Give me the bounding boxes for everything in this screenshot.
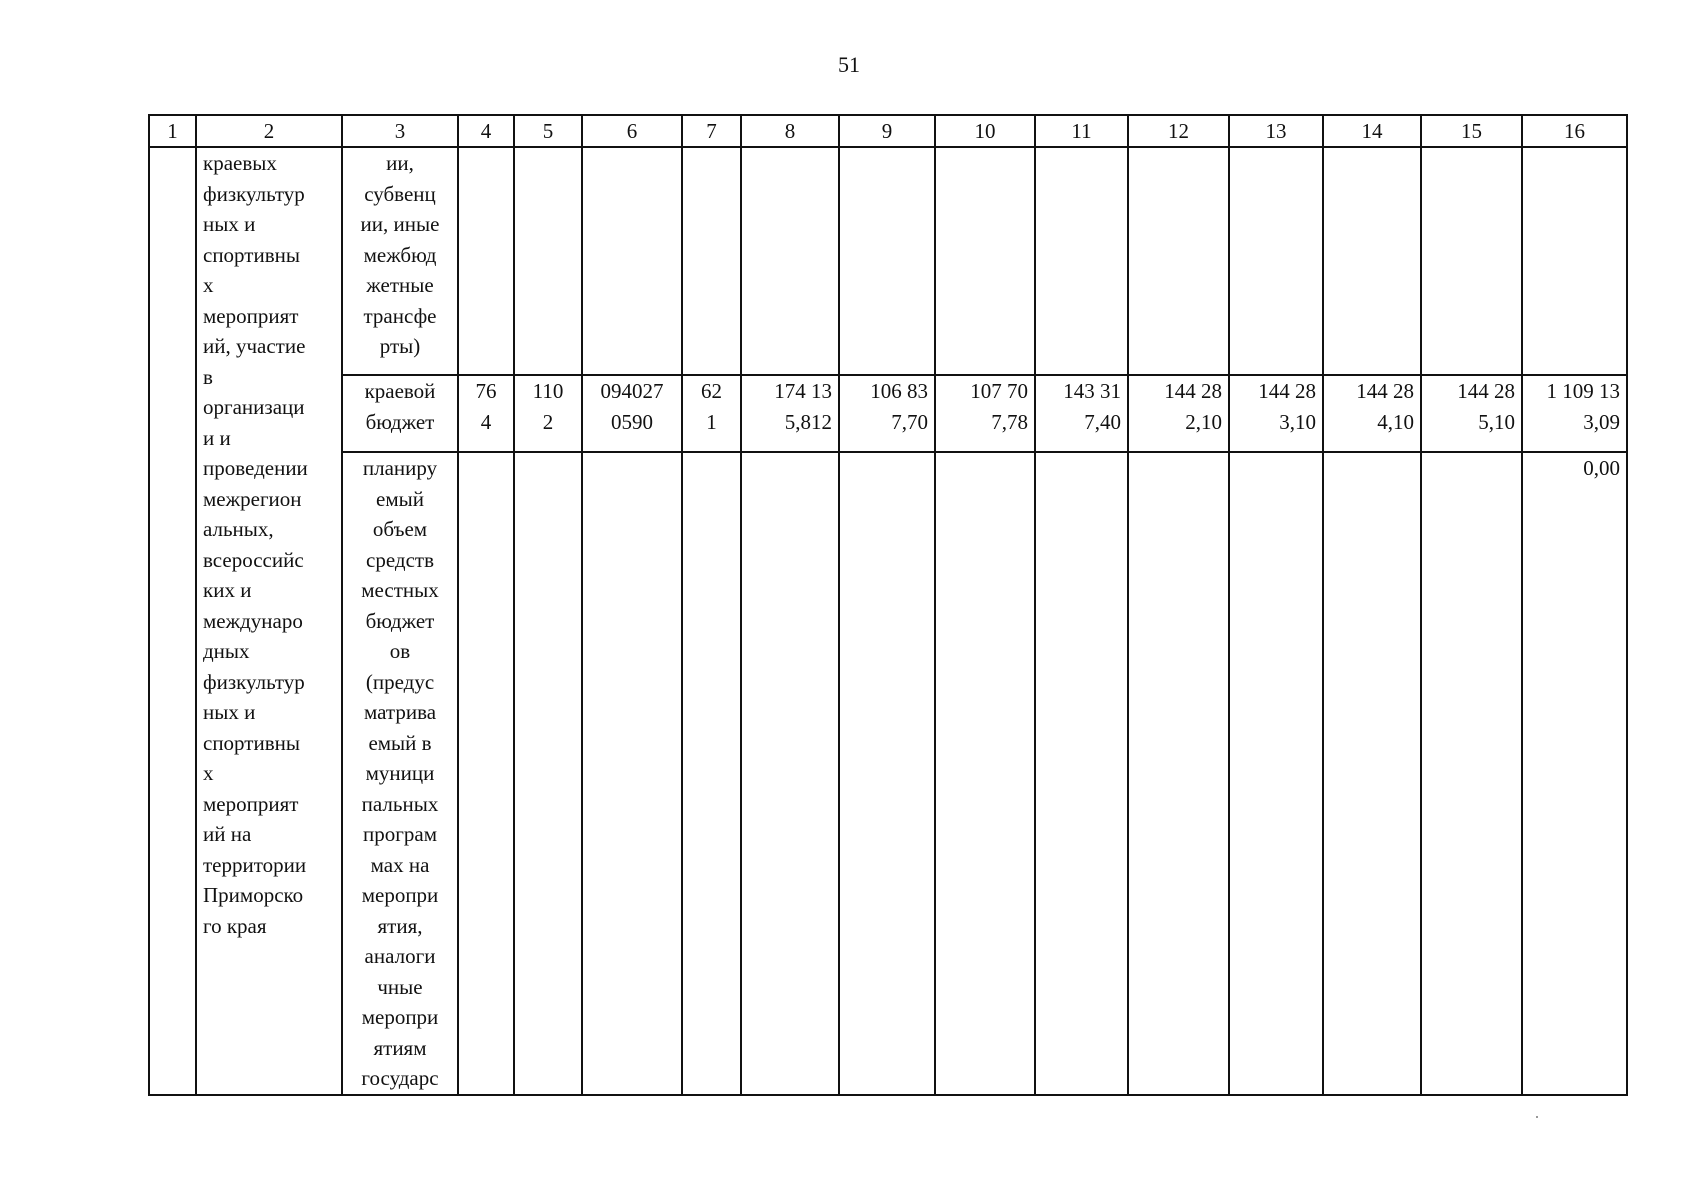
- text-line: краевых: [203, 151, 277, 175]
- text-line: програм: [363, 822, 437, 846]
- empty-cell: [1421, 147, 1522, 375]
- text-line: всероссийс: [203, 547, 304, 572]
- empty-cell: [582, 452, 682, 1095]
- text-line: мероприят: [203, 303, 299, 328]
- text-line: 094027: [600, 379, 664, 403]
- empty-cell: [1035, 452, 1128, 1095]
- text-line: мах на: [370, 852, 430, 877]
- source-cell: [342, 147, 458, 375]
- column-header: 8: [741, 115, 839, 147]
- value-cell: [1522, 375, 1627, 452]
- text-line: 144 28: [1457, 379, 1515, 403]
- value-cell: [1128, 375, 1229, 452]
- text-line: мероприят: [203, 791, 299, 816]
- text-line: межбюд: [363, 242, 437, 267]
- empty-cell: [741, 452, 839, 1095]
- value-cell: [1229, 375, 1323, 452]
- budget-table: [148, 114, 1628, 1096]
- text-line: 2,10: [1185, 409, 1222, 434]
- scan-mark: [1536, 1116, 1538, 1118]
- empty-cell: [1128, 147, 1229, 375]
- text-line: 7,78: [991, 409, 1028, 434]
- text-line: межрегион: [203, 486, 302, 511]
- text-line: в: [203, 364, 213, 389]
- empty-cell: [682, 452, 741, 1095]
- column-header: 16: [1522, 115, 1627, 147]
- text-line: 174 13: [774, 379, 832, 403]
- text-line: чные: [377, 974, 423, 999]
- text-line: 3,10: [1279, 409, 1316, 434]
- text-line: 7,70: [891, 409, 928, 434]
- text-line: бюджет: [365, 608, 435, 633]
- empty-cell: [582, 147, 682, 375]
- empty-cell: [935, 452, 1035, 1095]
- text-line: ов: [389, 639, 411, 663]
- text-line: междунаро: [203, 608, 303, 633]
- value-cell: [458, 375, 514, 452]
- value-cell: [935, 375, 1035, 452]
- column-header: 3: [342, 115, 458, 147]
- empty-cell: [839, 147, 935, 375]
- column-header: 2: [196, 115, 342, 147]
- text-line: физкультур: [203, 181, 305, 206]
- value-cell: [1421, 375, 1522, 452]
- text-line: Приморско: [203, 883, 304, 907]
- text-line: территории: [203, 852, 307, 877]
- text-line: емый в: [368, 730, 432, 755]
- text-line: и и: [203, 425, 231, 450]
- source-cell: [342, 452, 458, 1095]
- text-line: спортивны: [203, 242, 300, 267]
- empty-cell: [1229, 147, 1323, 375]
- empty-cell: [458, 147, 514, 375]
- column-header: 6: [582, 115, 682, 147]
- table-row-local: [149, 452, 1627, 1095]
- text-line: бюджет: [365, 409, 435, 434]
- column-header: 10: [935, 115, 1035, 147]
- header-row: [149, 115, 1627, 147]
- column-header: 12: [1128, 115, 1229, 147]
- text-line: физкультур: [203, 669, 305, 694]
- text-line: 5,812: [784, 409, 832, 434]
- text-line: ии, иные: [360, 212, 440, 236]
- text-line: трансфе: [363, 303, 437, 328]
- empty-cell: [935, 147, 1035, 375]
- text-line: меропри: [361, 883, 439, 907]
- text-line: го края: [203, 913, 267, 938]
- empty-cell: [1421, 452, 1522, 1095]
- empty-cell: [1229, 452, 1323, 1095]
- text-line: 106 83: [870, 379, 928, 403]
- text-line: 7,40: [1084, 409, 1121, 434]
- column-header: 9: [839, 115, 935, 147]
- text-line: средств: [366, 547, 434, 572]
- text-line: 2: [542, 409, 554, 434]
- text-line: ных и: [203, 700, 256, 724]
- value-cell: [1323, 375, 1421, 452]
- text-line: планиру: [362, 456, 438, 480]
- text-line: аналоги: [364, 944, 436, 968]
- value-cell: [839, 375, 935, 452]
- text-line: ий, участие: [203, 334, 306, 358]
- text-line: 76: [475, 379, 497, 403]
- description-cell: [196, 147, 342, 1095]
- text-line: 107 70: [970, 379, 1028, 403]
- value-cell: [582, 375, 682, 452]
- text-line: объем: [372, 517, 428, 541]
- text-line: рты): [379, 334, 421, 358]
- text-line: альных,: [203, 517, 274, 541]
- text-line: жетные: [366, 273, 434, 297]
- column-header: 11: [1035, 115, 1128, 147]
- empty-cell: [682, 147, 741, 375]
- empty-cell: [458, 452, 514, 1095]
- value-cell: [741, 375, 839, 452]
- text-line: ии,: [386, 151, 414, 175]
- text-line: ных и: [203, 212, 256, 236]
- column-header: 1: [149, 115, 196, 147]
- text-line: меропри: [361, 1005, 439, 1029]
- table-row-kraevoy: [149, 375, 1627, 452]
- column-header: 5: [514, 115, 582, 147]
- text-line: дных: [203, 639, 250, 663]
- text-line: 144 28: [1164, 379, 1222, 403]
- text-line: ких и: [203, 578, 252, 602]
- text-line: х: [203, 273, 214, 297]
- empty-cell: [514, 452, 582, 1095]
- value-cell: [682, 375, 741, 452]
- number-cell: [149, 147, 196, 1095]
- text-line: х: [203, 761, 214, 785]
- text-line: емый: [376, 486, 424, 511]
- text-line: 5,10: [1478, 409, 1515, 434]
- text-line: спортивны: [203, 730, 300, 755]
- text-line: пальных: [361, 791, 439, 816]
- empty-cell: [1522, 147, 1627, 375]
- text-line: 1 109 13: [1546, 379, 1620, 403]
- text-line: государс: [361, 1066, 439, 1090]
- empty-cell: [1035, 147, 1128, 375]
- text-line: 144 28: [1356, 379, 1414, 403]
- page-number: 51: [838, 52, 860, 77]
- text-line: организаци: [203, 395, 305, 419]
- column-header: 7: [682, 115, 741, 147]
- column-header: 15: [1421, 115, 1522, 147]
- value-cell: 0,00: [1522, 452, 1627, 1095]
- empty-cell: [1128, 452, 1229, 1095]
- empty-cell: [741, 147, 839, 375]
- column-header: 4: [458, 115, 514, 147]
- text-line: субвенц: [364, 181, 436, 206]
- text-line: 4,10: [1377, 409, 1414, 434]
- table-row-top: [149, 147, 1627, 375]
- text-line: 4: [480, 409, 492, 434]
- text-line: проведении: [203, 456, 308, 480]
- value-cell: [1035, 375, 1128, 452]
- empty-cell: [1323, 452, 1421, 1095]
- text-line: (предус: [365, 669, 435, 694]
- text-line: 62: [701, 379, 722, 403]
- source-cell: [342, 375, 458, 452]
- text-line: 110: [532, 379, 564, 403]
- value-cell: [514, 375, 582, 452]
- text-line: краевой: [364, 379, 436, 403]
- empty-cell: [839, 452, 935, 1095]
- empty-cell: [514, 147, 582, 375]
- text-line: 144 28: [1258, 379, 1316, 403]
- text-line: 1: [706, 409, 717, 434]
- text-line: ятия,: [377, 913, 423, 938]
- empty-cell: [1323, 147, 1421, 375]
- text-line: 0590: [611, 409, 653, 434]
- text-line: ятиям: [373, 1035, 427, 1060]
- column-header: 14: [1323, 115, 1421, 147]
- text-line: 143 31: [1063, 379, 1121, 403]
- text-line: матрива: [363, 700, 437, 724]
- column-header: 13: [1229, 115, 1323, 147]
- text-line: 3,09: [1583, 409, 1620, 434]
- text-line: ий на: [203, 822, 252, 846]
- text-line: местных: [361, 578, 439, 602]
- text-line: муници: [365, 761, 435, 785]
